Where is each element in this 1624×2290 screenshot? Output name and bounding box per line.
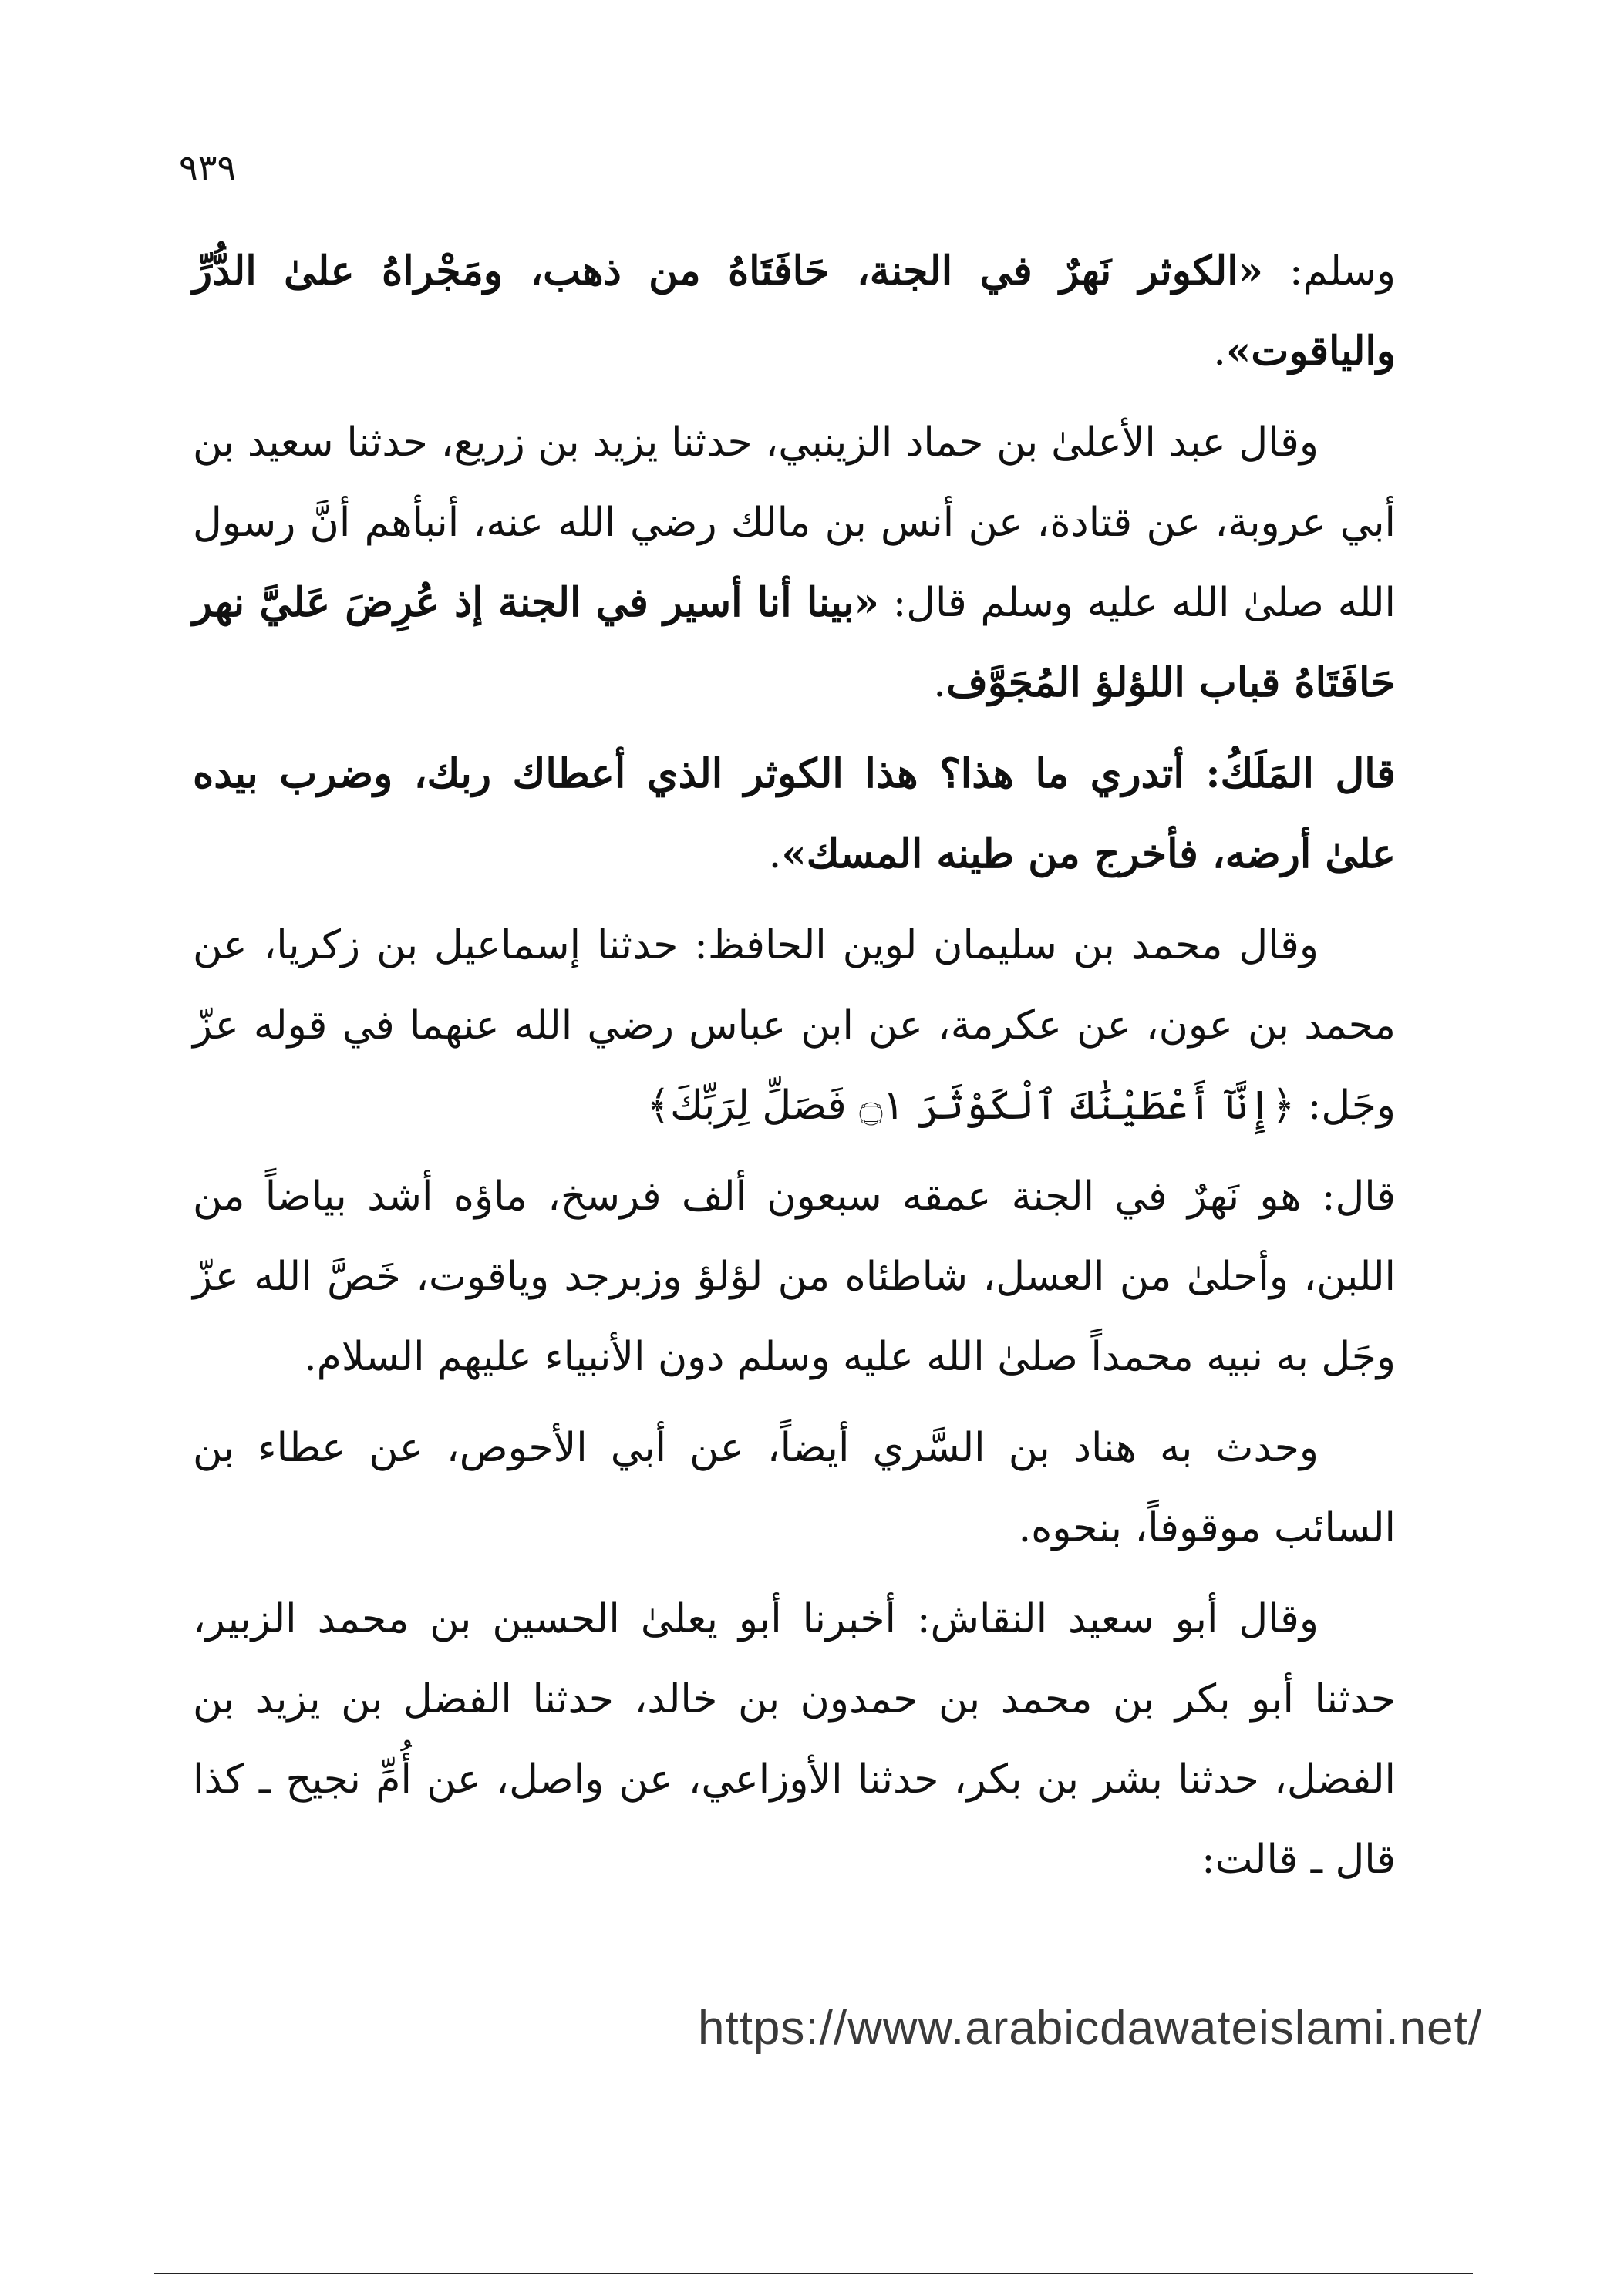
- hadith-quote: «بينا أنا أسير في الجنة إذ عُرِضَ عَليَّ نهر حَافَتَاهُ قباب اللؤلؤ المُجَوَّف: [193, 579, 1396, 706]
- paragraph-7: [193, 1579, 1396, 1900]
- paragraph-lead: وقال محمد بن سليمان لوين الحافظ: حدثنا إسماعيل بن زكريا، عن محمد بن عون، عن عكرمة، عن ابن عباس رضي الله عنهما في قوله عزّ وجَل:: [193, 922, 1396, 1129]
- hadith-quote: «الكوثر نَهرٌ في الجنة، حَافَتَاهُ من ذهب، ومَجْراهُ علىٰ الدُّرِّ والياقوت»: [193, 248, 1396, 375]
- paragraph-4: [193, 905, 1396, 1146]
- paragraph-6: [193, 1408, 1396, 1568]
- paragraph-lead: قال: هو نَهرٌ في الجنة عمقه سبعون ألف فرسخ، ماؤه أشد بياضاً من اللبن، وأحلىٰ من العسل، شاطئاه من لؤلؤ وزبرجد وياقوت، خَصَّ الله عزّ وجَل به نبيه محمداً صلىٰ الله عليه وسلم دون الأنبياء عليهم السلام.: [193, 1174, 1397, 1380]
- footer-rule: [154, 2271, 1473, 2285]
- page-number: ٩٣٩: [179, 146, 237, 188]
- paragraph-3: [193, 734, 1396, 894]
- paragraph-tail: .: [768, 831, 782, 877]
- watermark-url: https://www.arabicdawateislami.net/: [698, 2002, 1483, 2055]
- paragraph-2: [193, 402, 1396, 723]
- paragraph-1: [193, 231, 1396, 392]
- paragraph-lead: وقال أبو سعيد النقاش: أخبرنا أبو يعلىٰ الحسين بن محمد الزبير، حدثنا أبو بكر بن محمد بن حمدون بن خالد، حدثنا الفضل بن يزيد بن الفضل، حدثنا بشر بن بكر، حدثنا الأوزاعي، عن واصل، عن أُمِّ نجيح ـ كذا قال ـ قالت:: [193, 1596, 1396, 1883]
- paragraph-lead: وسلم:: [1263, 248, 1396, 295]
- paragraph-lead: وحدث به هناد بن السَّري أيضاً، عن أبي الأحوص، عن عطاء بن السائب موقوفاً، بنحوه.: [193, 1425, 1396, 1551]
- hadith-quote: قال المَلَكُ: أتدري ما هذا؟ هذا الكوثر الذي أعطاك ربك، وضرب بيده علىٰ أرضه، فأخرج من طينه المسك»: [193, 750, 1396, 877]
- paragraph-tail: .: [1213, 328, 1226, 375]
- quran-verse: ﴿إِنَّآ أَعْطَيْنَٰكَ ٱلْكَوْثَرَ ۝١ فَصَلِّ لِرَبِّكَ﴾: [646, 1083, 1295, 1129]
- paragraph-5: [193, 1157, 1396, 1397]
- paragraph-tail: .: [933, 660, 946, 706]
- paragraph-lead: وقال عبد الأعلىٰ بن حماد الزينبي، حدثنا يزيد بن زريع، حدثنا سعيد بن أبي عروبة، عن قتادة، عن أنس بن مالك رضي الله عنه، أنبأهم أنَّ رسول الله صلىٰ الله عليه وسلم قال:: [193, 419, 1396, 626]
- body-text: [193, 231, 1396, 1911]
